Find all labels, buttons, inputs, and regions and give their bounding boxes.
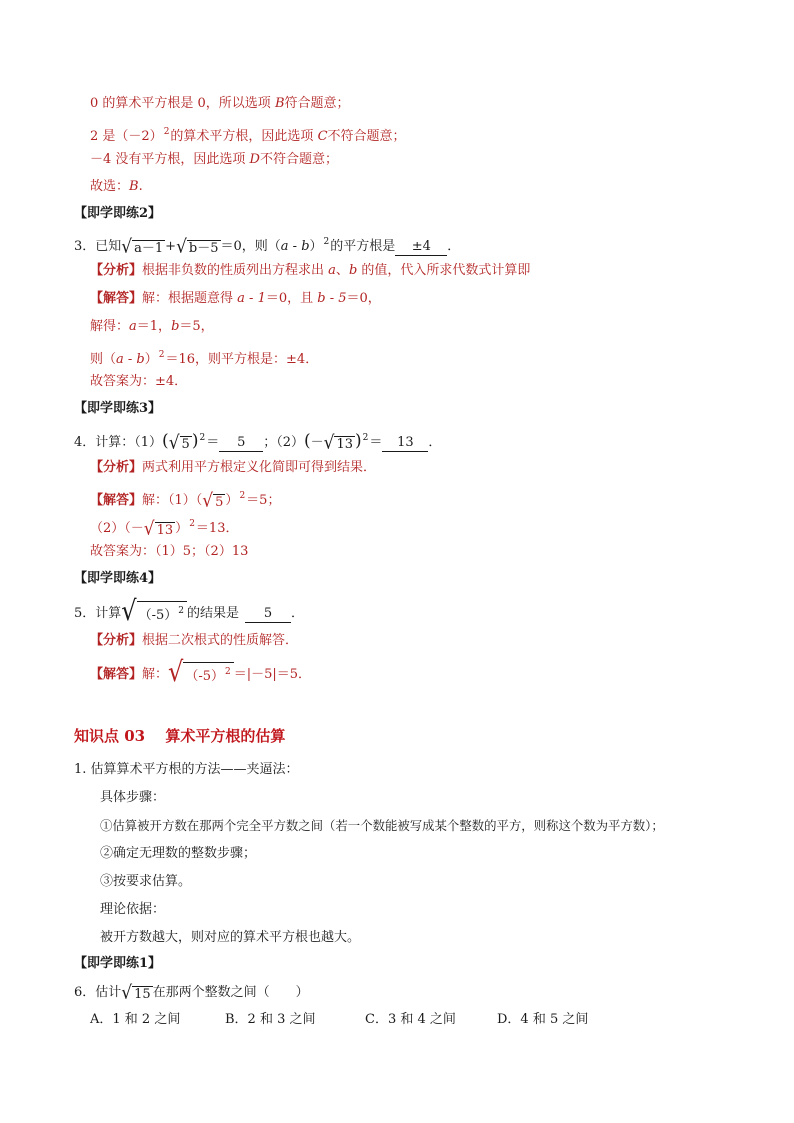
solution-tag: 【解答】 <box>90 493 143 508</box>
question-number: 3．已知 <box>74 239 122 254</box>
question-6 <box>74 984 309 1004</box>
analysis-tag: 【分析】 <box>90 460 143 475</box>
text: 的值，代入所求代数式计算即 <box>357 263 531 278</box>
text: ＝5； <box>246 493 281 508</box>
solution-line <box>90 655 312 689</box>
section-heading: 知识点 03 算术平方根的估算 <box>74 727 286 745</box>
text: ） <box>309 239 323 254</box>
text: ） <box>225 493 239 508</box>
solution-line <box>90 290 381 308</box>
exponent: 2 <box>239 491 246 501</box>
variable: a <box>129 319 137 334</box>
radicand: 13 <box>336 437 354 452</box>
steps-label: 具体步骤： <box>100 790 166 805</box>
explanation-line-d <box>90 151 338 169</box>
solution-tag: 【解答】 <box>90 291 143 306</box>
variable-expression: a - b <box>280 239 310 254</box>
text: ；（2） <box>263 435 304 450</box>
text: ＝1， <box>136 319 172 334</box>
text: ＝0， <box>346 291 381 306</box>
exponent: 2 <box>323 237 330 247</box>
option-letter: D <box>249 152 260 167</box>
text: 2 是（－2） <box>90 129 163 144</box>
step-3: ③按要求估算。 <box>100 874 192 889</box>
solution-part2-line <box>90 515 238 540</box>
sqrt-expression: √ b－5 <box>176 236 219 258</box>
option-letter: B <box>129 179 139 194</box>
text: 的平方根是 <box>330 239 396 254</box>
text: 故选： <box>90 179 130 194</box>
text: ） <box>144 352 158 367</box>
answer-blank: 13 <box>382 435 428 452</box>
step-2: ②确定无理数的整数步骤； <box>100 846 257 861</box>
exponent: 2 <box>362 433 369 443</box>
answer-blank: 5 <box>245 606 291 623</box>
exponent: 2 <box>199 433 206 443</box>
text: －4 没有平方根，因此选项 <box>90 152 250 167</box>
text: ． <box>291 606 305 621</box>
question-3 <box>74 233 460 258</box>
exponent: 2 <box>178 606 184 616</box>
variable: b <box>171 319 180 334</box>
analysis-tag: 【分析】 <box>90 633 143 648</box>
text: 、 <box>335 263 349 278</box>
text: 在那两个整数之间（ ） <box>152 985 309 1000</box>
sqrt-expression: √ 5 <box>202 490 224 512</box>
text: 0 的算术平方根是 0，所以选项 <box>90 96 275 111</box>
final-answer-line: 故答案为：（1）5；（2）13 <box>90 544 249 559</box>
text: ＝0，则（ <box>220 239 281 254</box>
option-letter: C <box>317 129 328 144</box>
text: ＝|－5|＝5． <box>233 667 312 682</box>
radicand: a－1 <box>134 241 164 256</box>
text: ＝5， <box>179 319 214 334</box>
text: （2）（－ <box>90 521 144 536</box>
explanation-line-c <box>90 123 406 146</box>
text: 根据二次根式的性质解答． <box>142 633 299 648</box>
text: 解：根据题意得 <box>142 291 238 306</box>
theory-label: 理论依据： <box>100 902 166 917</box>
analysis-line <box>90 459 376 477</box>
analysis-line <box>90 632 298 650</box>
solution-line <box>90 487 280 512</box>
text: ＝ <box>206 435 220 450</box>
final-answer-line: 故答案为：±4． <box>90 374 188 389</box>
variable: a <box>328 263 336 278</box>
sqrt-expression: √ 15 <box>121 982 151 1004</box>
question-4: 4．计算：（1）(√ 5 )$^2$＝ 5 ；（2）(－√ 13 )$^2$＝ 13 ． <box>74 431 442 454</box>
text: ＝0，且 <box>265 291 318 306</box>
exponent: 2 <box>225 667 231 677</box>
option-b: B．2 和 3 之间 <box>225 1012 316 1027</box>
text: 的算术平方根，因此选项 <box>170 129 318 144</box>
step-1: ①估算被开方数在那两个完全平方数之间（若一个数能被写成某个整数的平方，则称这个数为平方数）； <box>100 818 664 833</box>
text: 不符合题意； <box>259 152 338 167</box>
practice-tag: 【即学即练2】 <box>74 206 162 221</box>
text: ＝ <box>369 435 383 450</box>
then-line <box>90 346 318 369</box>
text: ＝13． <box>195 521 239 536</box>
sqrt-expression: √ 13 <box>143 518 174 540</box>
text: 解得： <box>90 319 130 334</box>
analysis-tag: 【分析】 <box>90 263 143 278</box>
solve-line <box>90 318 214 336</box>
text: . <box>138 179 143 194</box>
operator: － <box>310 435 324 450</box>
option-c: C．3 和 4 之间 <box>365 1012 456 1027</box>
radicand: 15 <box>134 987 151 1002</box>
option-d: D．4 和 5 之间 <box>497 1012 589 1027</box>
exponent: 2 <box>158 350 165 360</box>
radicand: b－5 <box>188 241 219 256</box>
analysis-line <box>90 262 530 280</box>
radicand: 13 <box>156 523 174 538</box>
question-number: 5．计算 <box>74 606 122 621</box>
variable: b <box>348 263 358 278</box>
option-letter: B <box>274 96 285 111</box>
answer-blank: 5 <box>219 435 263 452</box>
text: 两式利用平方根定义化简即可得到结果． <box>142 460 377 475</box>
theory-text: 被开方数越大，则对应的算术平方根也越大。 <box>100 930 361 945</box>
radicand: （-5） <box>185 669 224 684</box>
text: ） <box>175 521 189 536</box>
text: 的结果是 <box>186 606 239 621</box>
text: ． <box>428 435 442 450</box>
exponent: 2 <box>163 127 170 137</box>
answer-blank: ±4 <box>395 239 447 256</box>
question-number: 6．估计 <box>74 985 122 1000</box>
option-a: A．1 和 2 之间 <box>90 1012 181 1027</box>
question-5 <box>74 594 305 628</box>
variable-expression: a - 1 <box>237 291 266 306</box>
text: 不符合题意； <box>327 129 406 144</box>
text: 解： <box>142 667 169 682</box>
radicand: （-5） <box>138 608 178 623</box>
final-choice-line <box>90 178 143 196</box>
method-title: 1. 估算算术平方根的方法——夹逼法： <box>74 762 299 777</box>
exponent: 2 <box>189 519 195 529</box>
sqrt-expression: √ 5 <box>168 432 190 454</box>
text: 解：（1）（ <box>142 493 203 508</box>
practice-tag: 【即学即练3】 <box>74 401 162 416</box>
sqrt-expression: √ 13 <box>323 432 354 454</box>
text: 符合题意； <box>284 96 350 111</box>
variable-expression: a - b <box>116 352 145 367</box>
sqrt-expression: √ a－1 <box>121 236 164 258</box>
text: 则（ <box>90 352 117 367</box>
sqrt-expression: √ $(-5)^2$ <box>168 662 234 686</box>
text: ＝16，则平方根是：±4． <box>165 352 319 367</box>
question-number: 4．计算：（1） <box>74 435 163 450</box>
radicand: 5 <box>181 437 190 452</box>
variable-expression: b - 5 <box>317 291 347 306</box>
practice-tag: 【即学即练1】 <box>74 956 162 971</box>
radicand: 5 <box>215 495 224 510</box>
operator: + <box>165 239 177 254</box>
sqrt-expression: √ $(-5)^2$ <box>121 601 187 625</box>
explanation-line-b <box>90 95 350 113</box>
text: ． <box>447 239 461 254</box>
practice-tag: 【即学即练4】 <box>74 571 162 586</box>
solution-tag: 【解答】 <box>90 667 143 682</box>
text: 根据非负数的性质列出方程求出 <box>142 263 329 278</box>
